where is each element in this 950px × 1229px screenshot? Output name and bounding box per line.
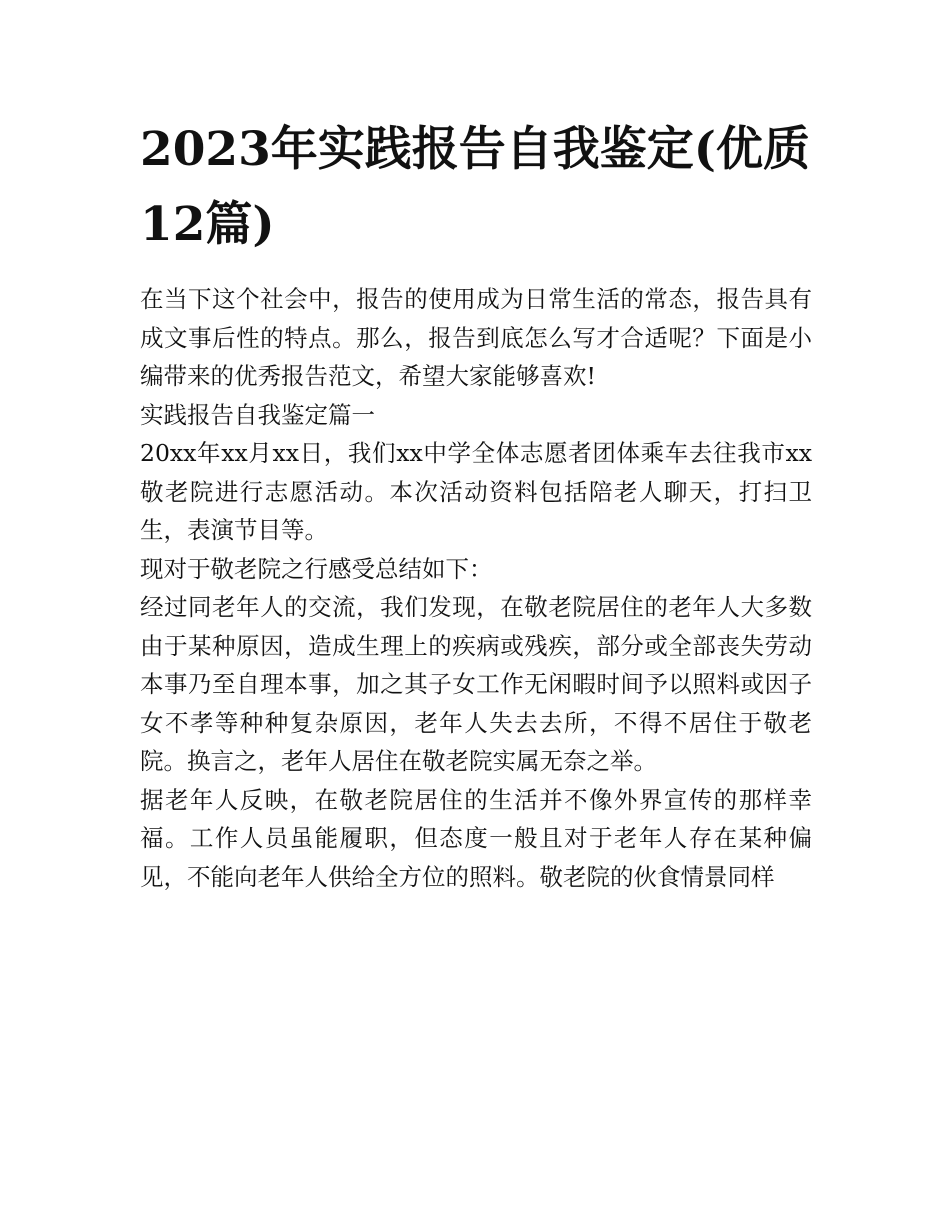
document-body — [140, 280, 812, 896]
body-paragraph: 经过同老年人的交流，我们发现，在敬老院居住的老年人大多数由于某种原因，造成生理上的疾病或残疾，部分或全部丧失劳动本事乃至自理本事，加之其子女工作无闲暇时间予以照料或因子女不孝等种种复杂原因，老年人失去去所，不得不居住于敬老院。换言之，老年人居住在敬老院实属无奈之举。 — [140, 593, 812, 775]
body-paragraph: 20xx年xx月xx日，我们xx中学全体志愿者团体乘车去往我市xx敬老院进行志愿活动。本次活动资料包括陪老人聊天，打扫卫生，表演节目等。 — [140, 439, 812, 544]
intro-paragraph: 在当下这个社会中，报告的使用成为日常生活的常态，报告具有成文事后性的特点。那么，报告到底怎么写才合适呢？下面是小编带来的优秀报告范文，希望大家能够喜欢! — [140, 285, 812, 390]
body-paragraph: 现对于敬老院之行感受总结如下： — [140, 554, 493, 583]
body-paragraph: 据老年人反映，在敬老院居住的生活并不像外界宣传的那样幸福。工作人员虽能履职，但态度一般且对于老年人存在某种偏见，不能向老年人供给全方位的照料。敬老院的伙食情景同样 — [140, 785, 812, 891]
section-heading: 实践报告自我鉴定篇一 — [140, 400, 375, 429]
document-title: 2023年实践报告自我鉴定(优质12篇) — [140, 122, 811, 252]
